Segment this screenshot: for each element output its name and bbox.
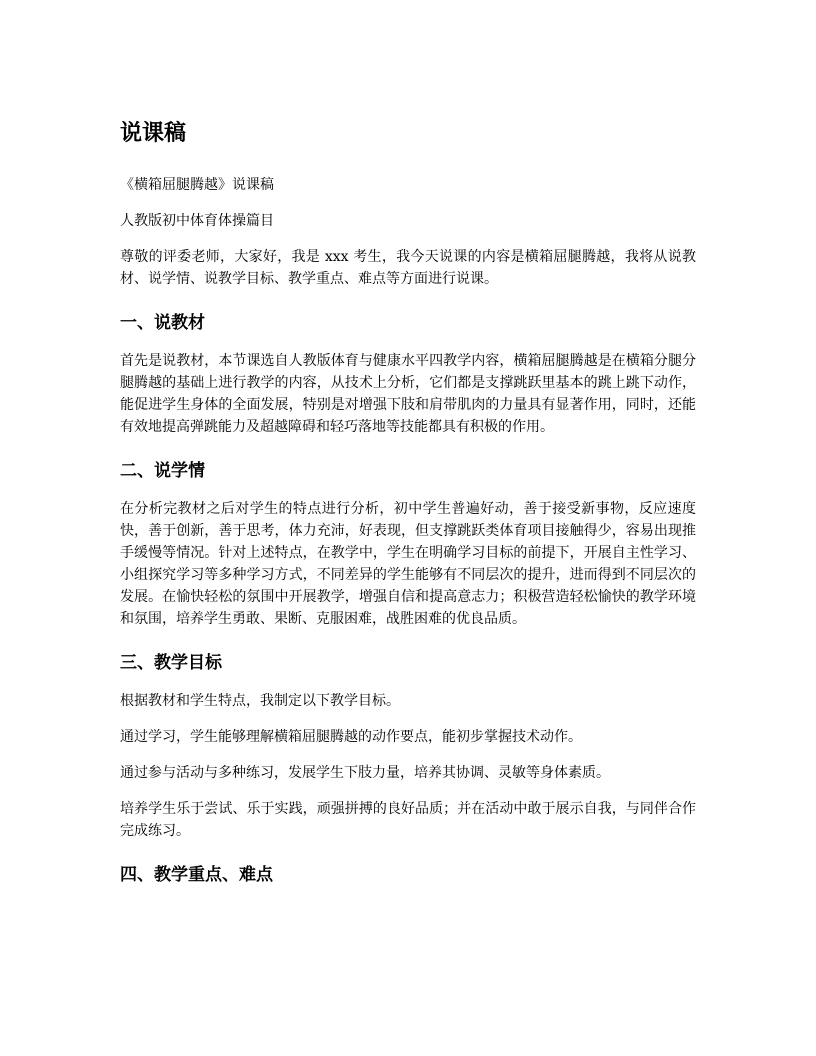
section-paragraph: 在分析完教材之后对学生的特点进行分析，初中学生普遍好动，善于接受新事物，反应速度快，善于创新，善于思考，体力充沛，好表现，但支撑跳跃类体育项目接触得少，容易出现推手缓慢等情况。针对上述特点，在教学中，学生在明确学习目标的前提下，开展自主性学习、小组探究学习等多种学习方式，不同差异的学生能够有不同层次的提升，进而得到不同层次的发展。在愉快轻松的氛围中开展教学，增强自信和提高意志力；积极营造轻松愉快的教学环境和氛围，培养学生勇敢、果断、克服困难，战胜困难的优良品质。 bbox=[120, 501, 696, 627]
section-textbook bbox=[120, 310, 696, 438]
section-paragraph: 根据教材和学生特点，我制定以下教学目标。 bbox=[120, 693, 400, 709]
document-title: 说课稿 bbox=[120, 121, 187, 146]
section-key-points bbox=[120, 862, 696, 888]
document-source: 人教版初中体育体操篇目 bbox=[120, 213, 274, 229]
document-subtitle: 《横箱屈腿腾越》说课稿 bbox=[120, 177, 274, 193]
section-paragraph: 通过参与活动与多种练习，发展学生下肢力量，培养其协调、灵敏等身体素质。 bbox=[120, 765, 610, 781]
section-objectives bbox=[120, 650, 696, 842]
section-students bbox=[120, 458, 696, 630]
section-paragraph: 通过学习，学生能够理解横箱屈腿腾越的动作要点，能初步掌握技术动作。 bbox=[120, 729, 582, 745]
section-heading: 一、说教材 bbox=[120, 313, 205, 333]
intro-paragraph: 尊敬的评委老师，大家好，我是 xxx 考生，我今天说课的内容是横箱屈腿腾越，我将从说教材、说学情、说教学目标、教学重点、难点等方面进行说课。 bbox=[120, 249, 696, 287]
section-paragraph: 首先是说教材，本节课选自人教版体育与健康水平四教学内容，横箱屈腿腾越是在横箱分腿分腿腾越的基础上进行教学的内容，从技术上分析，它们都是支撑跳跃里基本的跳上跳下动作，能促进学生身体的全面发展，特别是对增强下肢和肩带肌肉的力量具有显著作用，同时，还能有效地提高弹跳能力及超越障碍和轻巧落地等技能都具有积极的作用。 bbox=[120, 353, 696, 435]
section-heading: 三、教学目标 bbox=[120, 653, 222, 673]
section-paragraph: 培养学生乐于尝试、乐于实践，顽强拼搏的良好品质；并在活动中敢于展示自我，与同伴合作完成练习。 bbox=[120, 801, 696, 839]
section-heading: 四、教学重点、难点 bbox=[120, 865, 273, 885]
document-page bbox=[120, 118, 696, 902]
section-heading: 二、说学情 bbox=[120, 461, 205, 481]
